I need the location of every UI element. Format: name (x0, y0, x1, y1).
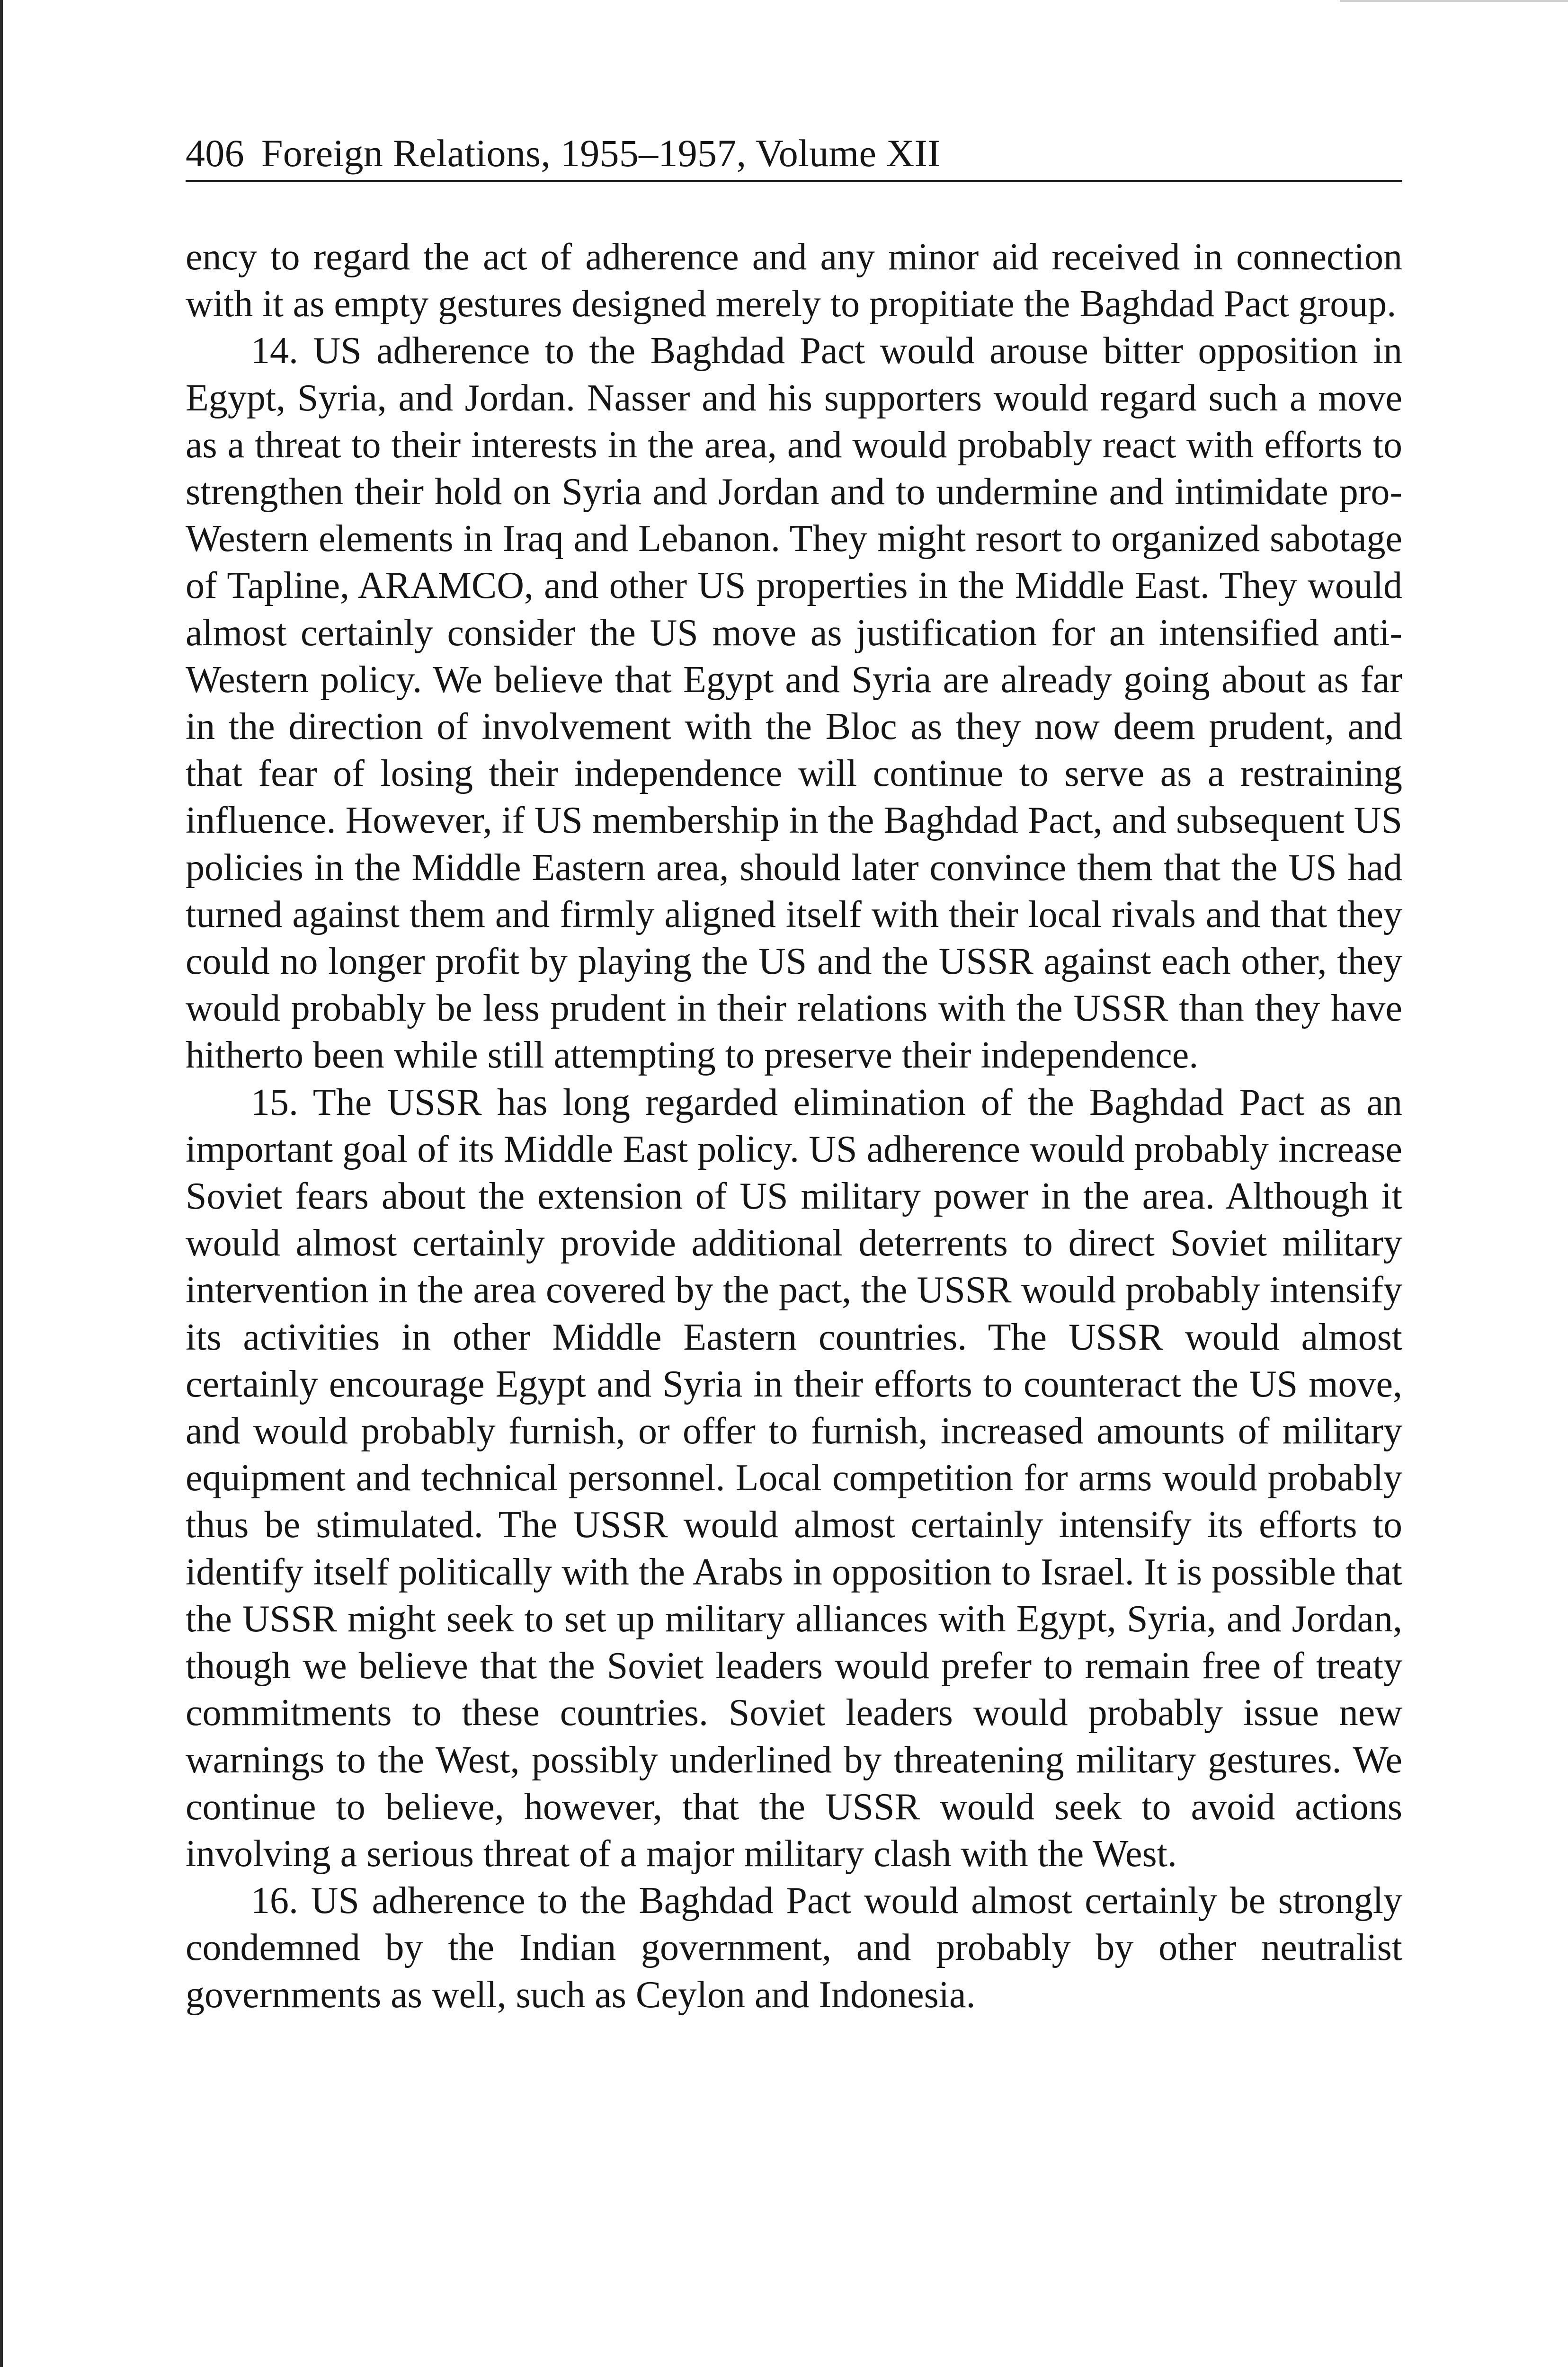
page-body (186, 234, 1402, 2019)
running-header (186, 127, 1402, 182)
running-title: Foreign Relations, 1955–1957, Volume XII (261, 132, 941, 175)
paragraph-16: 16. US adherence to the Baghdad Pact would almost certainly be strongly condemned by the Indian government, and probably by other neutralist governments as well, such as Ceylon and Indonesia. (186, 1880, 1402, 2016)
paragraph-15: 15. The USSR has long regarded elimination of the Baghdad Pact as an important goal of its Middle East policy. US adherence would probably increase Soviet fears about the extension of US military power in the area. Although it would almost certainly provide additional deterrents to direct Soviet military intervention in the area covered by the pact, the USSR would probably intensify its activities in other Middle Eastern countries. The USSR would almost certainly encourage Egypt and Syria in their efforts to counteract the US move, and would probably furnish, or offer to furnish, increased amounts of military equipment and technical personnel. Local competition for arms would probably thus be stimulated. The USSR would almost certainly intensify its efforts to identify itself politically with the Arabs in opposition to Israel. It is possible that the USSR might seek to set up military alliances with Egypt, Syria, and Jordan, though we believe that the Soviet leaders would prefer to remain free of treaty commitments to these countries. Soviet leaders would probably issue new warnings to the West, possibly underlined by threatening military gestures. We continue to believe, however, that the USSR would seek to avoid actions involving a serious threat of a major military clash with the West. (186, 1081, 1402, 1875)
page-number: 406 (186, 132, 244, 175)
scan-border-left (0, 0, 3, 2367)
paragraph-14: 14. US adherence to the Baghdad Pact would arouse bitter opposition in Egypt, Syria, and Jordan. Nasser and his supporters would regard such a move as a threat to their interests in the area, and would probably react with efforts to strengthen their hold on Syria and Jordan and to undermine and intimidate pro-Western elements in Iraq and Lebanon. They might resort to organized sabotage of Tapline, ARAMCO, and other US properties in the Middle East. They would almost certainly consider the US move as justification for an intensified anti-Western policy. We believe that Egypt and Syria are already going about as far in the direction of involvement with the Bloc as they now deem prudent, and that fear of losing their independence will continue to serve as a restraining influence. However, if US membership in the Baghdad Pact, and subsequent US policies in the Middle Eastern area, should later convince them that the US had turned against them and firmly aligned itself with their local rivals and that they could no longer profit by playing the US and the USSR against each other, they would probably be less prudent in their relations with the USSR than they have hitherto been while still attempting to preserve their independence. (186, 330, 1402, 1077)
scan-border-top (1340, 0, 1568, 2)
paragraph-continuation: ency to regard the act of adherence and any minor aid received in connection with it as empty gestures designed merely to propitiate the Baghdad Pact group. (186, 236, 1402, 325)
